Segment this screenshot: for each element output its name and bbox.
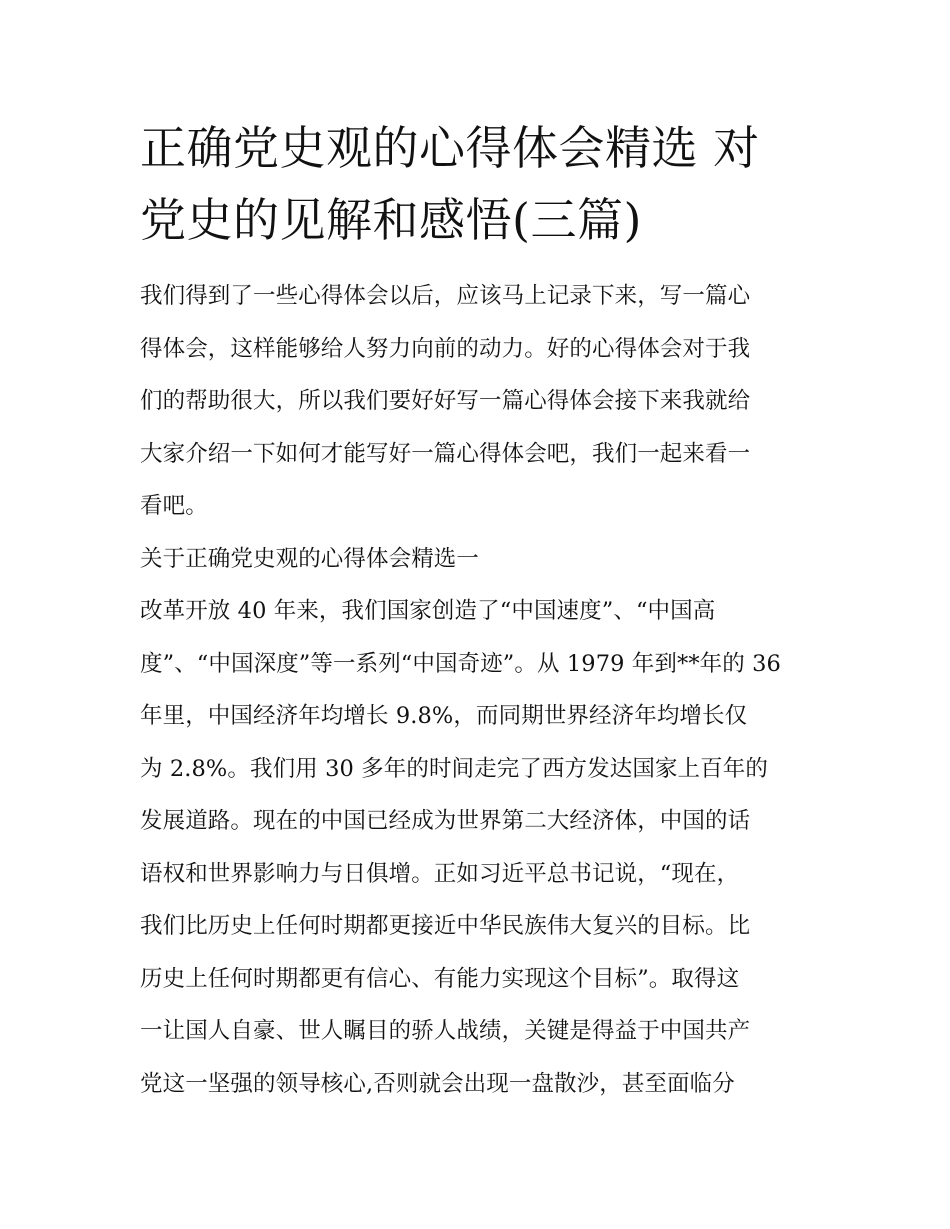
document-body [140, 270, 812, 1110]
section-heading: 关于正确党史观的心得体会精选一 [140, 545, 480, 572]
text-line-3: 们的帮助很大，所以我们要好好写一篇心得体会接下来我就给 [140, 388, 751, 414]
text-line-9: 年里，中国经济年均增长 9.8%，而同期世界经济年均增长仅 [140, 703, 748, 729]
text-line-13: 我们比历史上任何时期都更接近中华民族伟大复兴的目标。比 [140, 913, 751, 939]
title-line-2: 党史的见解和感悟(三篇) [140, 193, 642, 247]
text-line-12: 语权和世界影响力与日俱增。正如习近平总书记说，“现在， [140, 860, 740, 887]
document-title [140, 112, 812, 256]
text-line-2: 得体会，这样能够给人努力向前的动力。好的心得体会对于我 [140, 335, 751, 362]
text-line-10: 为 2.8%。我们用 30 多年的时间走完了西方发达国家上百年的 [140, 755, 768, 782]
document-content [140, 112, 812, 1110]
text-line-7: 改革开放 40 年来，我们国家创造了“中国速度”、“中国高 [140, 598, 716, 624]
text-line-4: 大家介绍一下如何才能写好一篇心得体会吧，我们一起来看一 [140, 440, 751, 467]
text-line-11: 发展道路。现在的中国已经成为世界第二大经济体，中国的话 [140, 808, 751, 834]
text-line-1: 我们得到了一些心得体会以后，应该马上记录下来，写一篇心 [140, 283, 751, 309]
text-line-5: 看吧。 [140, 493, 208, 519]
text-line-15: 一让国人自豪、世人瞩目的骄人战绩，关键是得益于中国共产 [140, 1018, 751, 1044]
text-line-14: 历史上任何时期都更有信心、有能力实现这个目标”。取得这 [140, 965, 740, 992]
title-line-1: 正确党史观的心得体会精选 对 [140, 121, 760, 175]
text-line-16: 党这一坚强的领导核心,否则就会出现一盘散沙，甚至面临分 [140, 1070, 735, 1097]
text-line-8: 度”、“中国深度”等一系列“中国奇迹”。从 1979 年到**年的 36 [140, 650, 781, 677]
